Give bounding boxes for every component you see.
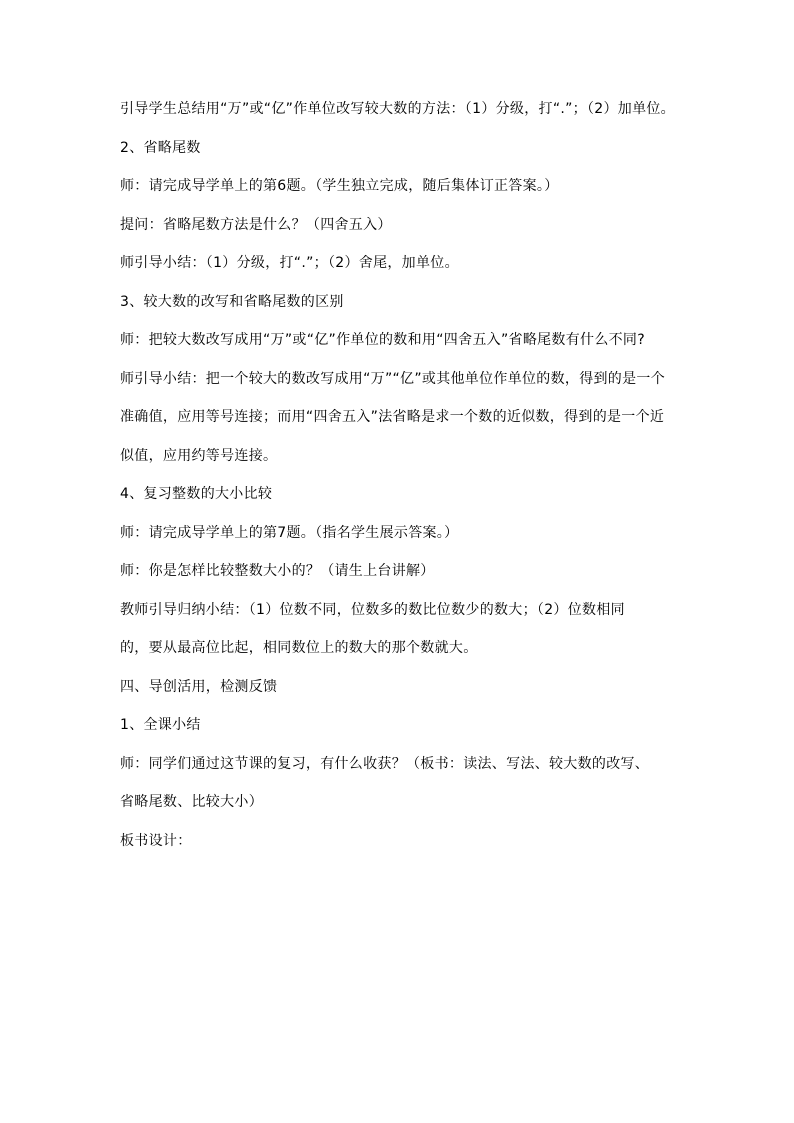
paragraph-line: 教师引导归纳小结：（1）位数不同，位数多的数比位数少的数大；（2）位数相同 — [120, 601, 625, 618]
paragraph-line: 省略尾数、比较大小） — [120, 794, 263, 810]
paragraph-line: 师：同学们通过这节课的复习，有什么收获？（板书：读法、写法、较大数的改写、 — [120, 755, 650, 772]
paragraph-line: 板书设计： — [120, 832, 192, 849]
paragraph-line: 师：你是怎样比较整数大小的？（请生上台讲解） — [120, 563, 435, 579]
paragraph-line: 准确值，应用等号连接；而用“四舍五入”法省略是求一个数的近似数，得到的是一个近 — [120, 409, 665, 425]
paragraph-line: 师引导小结：把一个较大的数改写成用“万”“亿”或其他单位作单位的数，得到的是一个 — [120, 370, 666, 387]
section-heading: 3、较大数的改写和省略尾数的区别 — [120, 293, 344, 310]
paragraph-line: 似值，应用约等号连接。 — [120, 447, 278, 464]
paragraph-line: 提问：省略尾数方法是什么？（四舍五入） — [120, 216, 392, 233]
section-heading: 四、导创活用，检测反馈 — [120, 678, 278, 695]
section-heading: 4、复习整数的大小比较 — [120, 486, 273, 502]
section-heading: 2、省略尾数 — [120, 139, 201, 156]
paragraph-line: 师：把较大数改写成用“万”或“亿”作单位的数和用“四舍五入”省略尾数有什么不同? — [120, 332, 645, 348]
document-body — [120, 90, 690, 860]
paragraph-line: 师：请完成导学单上的第7题。（指名学生展示答案。） — [120, 524, 459, 541]
paragraph-line: 的，要从最高位比起，相同数位上的数大的那个数就大。 — [120, 640, 478, 656]
paragraph-line: 引导学生总结用“万”或“亿”作单位改写较大数的方法：（1）分级，打“.”；（2）加单位。 — [120, 101, 675, 117]
section-heading: 1、全课小结 — [120, 717, 201, 733]
paragraph-line: 师：请完成导学单上的第6题。（学生独立完成，随后集体订正答案。） — [120, 178, 559, 194]
paragraph-line: 师引导小结：（1）分级，打“.”；（2）舍尾，加单位。 — [120, 255, 459, 271]
